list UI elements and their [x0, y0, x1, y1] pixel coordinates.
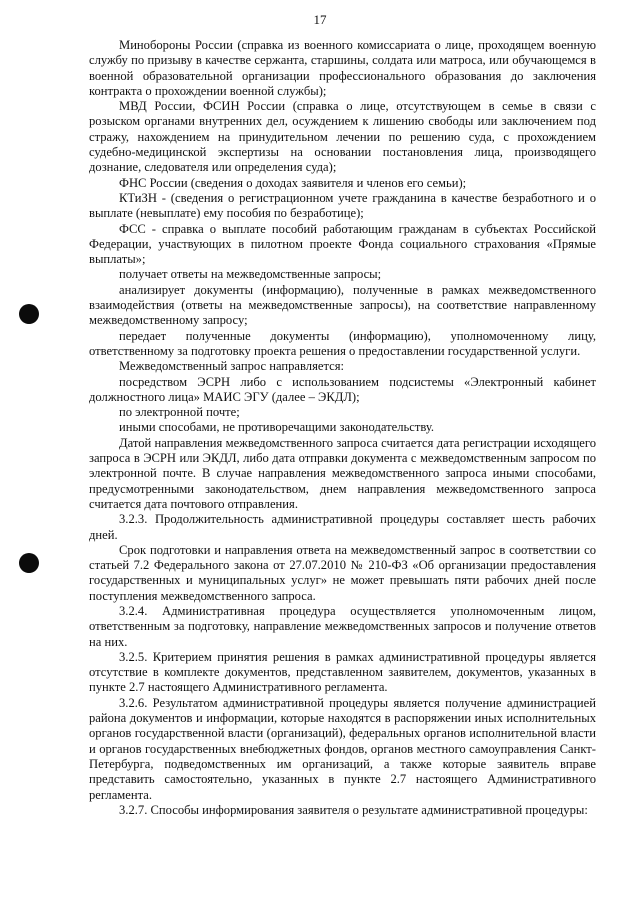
paragraph-3-2-6: 3.2.6. Результатом административной процедуры является получение администрацией района документов и информации, которые находятся в распоряжении иных исполнительных органов государственной власти (организаций), федеральных органов исполнительной власти и органов государственных внебюджетных фондов, органов местного самоуправления Санкт-Петербурга, подведомственных им организаций, а также которые заявитель вправе представить самостоятельно, указанных в пункте 2.7 настоящего Административного регламента. — [89, 695, 596, 802]
paragraph-other-means: иными способами, не противоречащими законодательству. — [119, 420, 435, 435]
paragraph-mod-rf: Минобороны России (справка из военного комиссариата о лице, проходящем военную службу по призыву в качестве сержанта, старшины, солдата или матроса, или обучающемся в военной образовательной организации профессионального образования до заключения контракта о прохождении военной службы); — [89, 38, 596, 98]
paragraph-analyzes-documents: анализирует документы (информацию), полученные в рамках межведомственного взаимодействия (ответы на межведомственные запросы), на соответствие направленному межведомственному запросу; — [89, 282, 596, 328]
paragraph-3-2-3: 3.2.3. Продолжительность административной процедуры составляет шесть рабочих дней. — [89, 512, 596, 542]
paragraph-3-2-4: 3.2.4. Административная процедура осуществляется уполномоченным лицом, ответственным за подготовку, направление межведомственных запросов и получение ответов на них. — [89, 603, 596, 649]
paragraph-request-sent: Межведомственный запрос направляется: — [119, 359, 344, 374]
paragraph-ktizn: КТиЗН - (сведения о регистрационном учете гражданина в качестве безработного и о выплате (невыплате) ему пособия по безработице); — [89, 190, 596, 221]
paragraph-via-email: по электронной почте; — [119, 405, 240, 420]
paragraph-date-of-sending: Датой направления межведомственного запроса считается дата регистрации исходящего запроса в ЭСРН или ЭКДЛ, либо дата отправки документа с межведомственным запросом по электронной почте. В случае направления межведомственного запроса иными способами, предусмотренными законодательством, днем направления межведомственного запроса считается дата почтового отправления. — [89, 435, 596, 511]
paragraph-3-2-7: 3.2.7. Способы информирования заявителя о результате административной процедуры: — [119, 802, 588, 817]
document-body — [89, 38, 596, 818]
paragraph-via-esrn: посредством ЭСРН либо с использованием подсистемы «Электронный кабинет должностного лица» МАИС ЭГУ (далее – ЭКДЛ); — [89, 374, 596, 404]
paragraph-transfers-documents: передает полученные документы (информацию), уполномоченному лицу, ответственному за подготовку проекта решения о предоставлении государственной услуги. — [89, 328, 596, 358]
paragraph-fns: ФНС России (сведения о доходах заявителя и членов его семьи); — [119, 175, 467, 190]
punch-hole-top — [19, 304, 39, 324]
punch-hole-bottom — [19, 553, 39, 573]
paragraph-response-term: Срок подготовки и направления ответа на межведомственный запрос в соответствии со статьей 7.2 Федерального закона от 27.07.2010 № 210-ФЗ «Об организации предоставления государственных и муниципальных услуг» не может превышать пяти рабочих дней после поступления межведомственного запроса. — [89, 542, 596, 603]
paragraph-mvd-fsin: МВД России, ФСИН России (справка о лице, отсутствующем в семье в связи с розыском органами внутренних дел, осуждением к лишению свободы или заключением под стражу, нахождением на принудительном лечении по решению суда, с прохождением судебно-медицинской экспертизы на основании постановления лица, производящего дознание, следователя или определения суда); — [89, 99, 596, 175]
page-number: 17 — [313, 12, 327, 27]
paragraph-3-2-5: 3.2.5. Критерием принятия решения в рамках административной процедуры является отсутствие в комплекте документов, представленном заявителем, документов, указанных в пункте 2.7 настоящего Административного регламента. — [89, 649, 596, 695]
paragraph-fss: ФСС - справка о выплате пособий работающим гражданам в субъектах Российской Федерации, участвующих в пилотном проекте Фонда социального страхования «Прямые выплаты»; — [89, 221, 596, 267]
paragraph-receives-answers: получает ответы на межведомственные запросы; — [119, 267, 382, 282]
